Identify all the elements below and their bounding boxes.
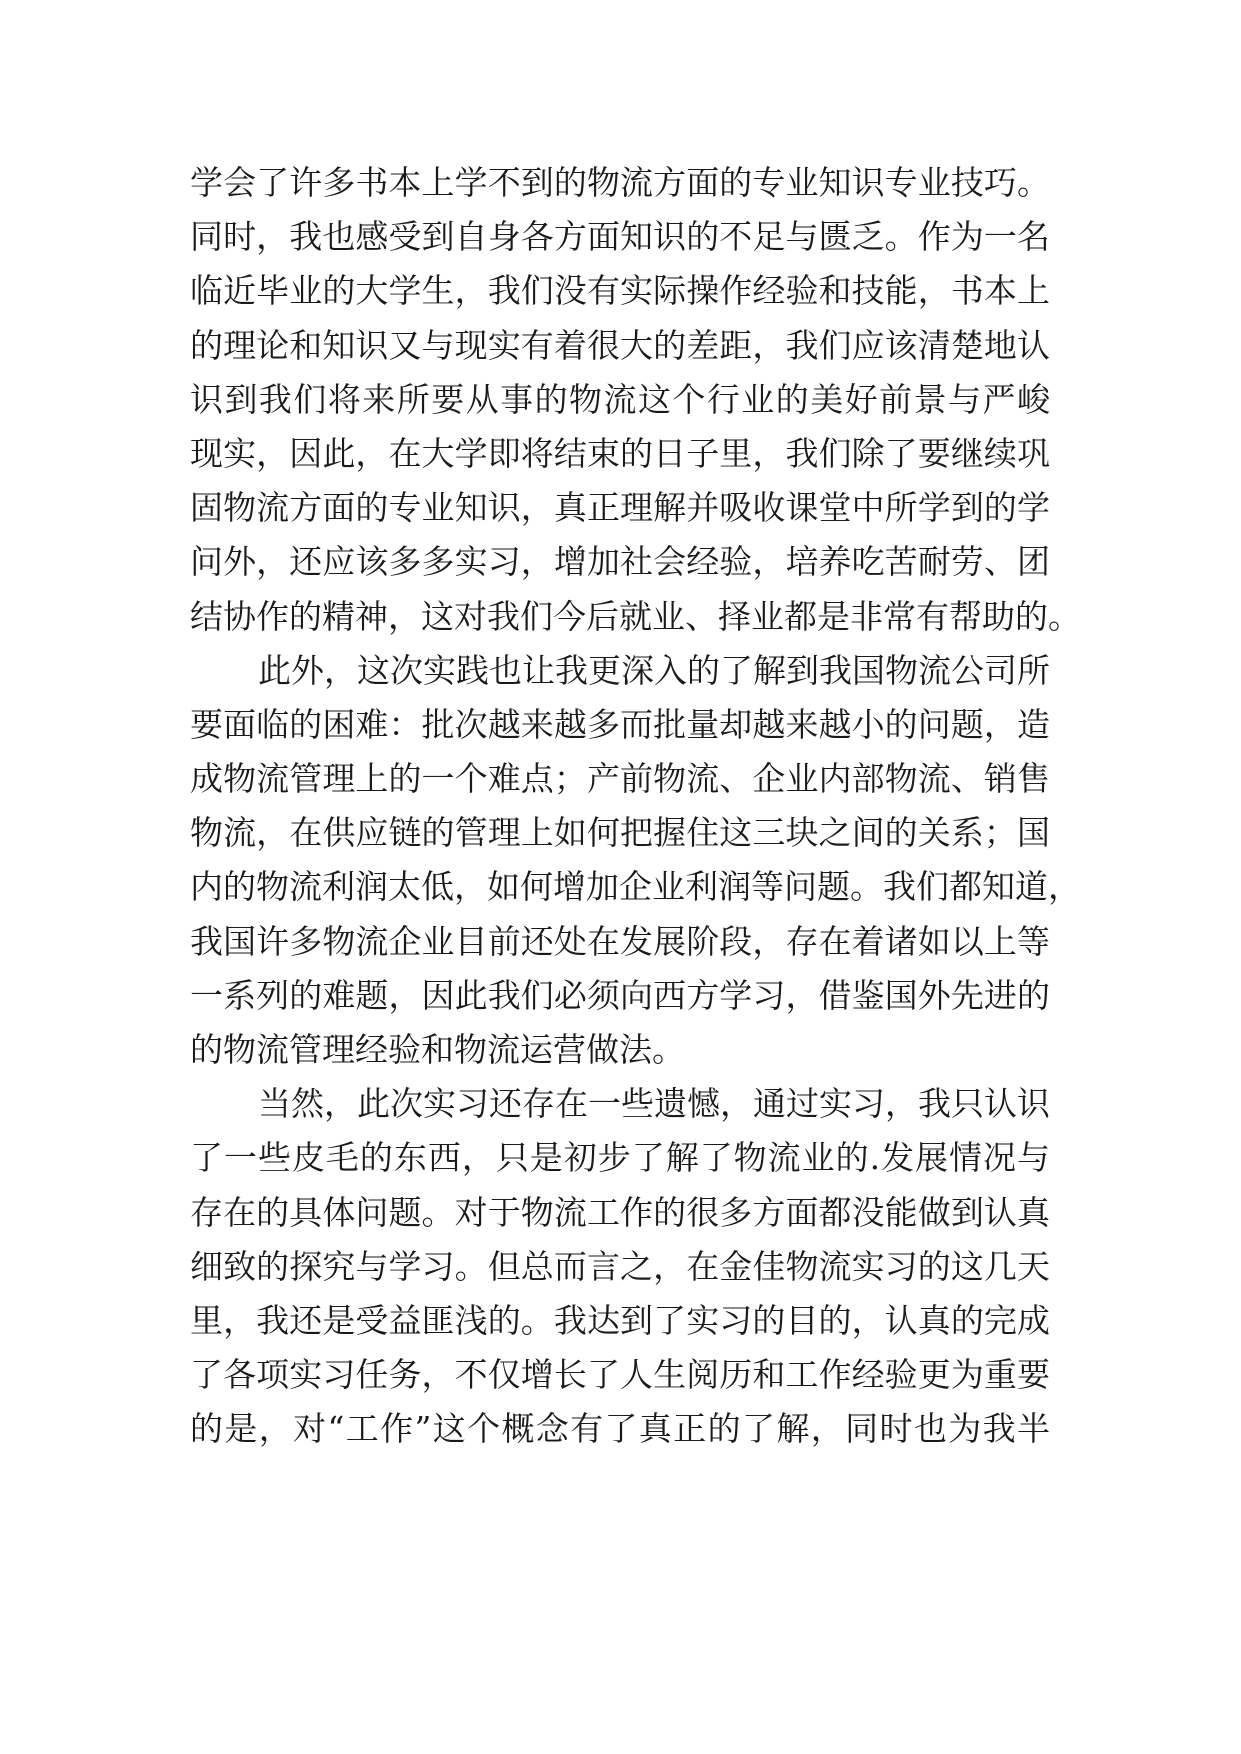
paragraph-first-line: 此外，这次实践也让我更深入的了解到我国物流公司所 bbox=[258, 650, 1050, 690]
text-line: 了一些皮毛的东西，只是初步了解了物流业的.发展情况与 bbox=[190, 1138, 1050, 1178]
paragraph-first-line: 当然，此次实习还存在一些遗憾，通过实习，我只认识 bbox=[258, 1084, 1050, 1124]
text-line: 要面临的困难：批次越来越多而批量却越来越小的问题，造 bbox=[190, 704, 1050, 744]
paragraph-last-line: 的物流管理经验和物流运营做法。 bbox=[190, 1030, 685, 1069]
text-line: 物流，在供应链的管理上如何把握住这三块之间的关系；国 bbox=[190, 813, 1050, 853]
text-line: 现实，因此，在大学即将结束的日子里，我们除了要继续巩 bbox=[190, 433, 1050, 473]
text-line: 一系列的难题，因此我们必须向西方学习，借鉴国外先进的 bbox=[190, 975, 1050, 1015]
text-line: 里，我还是受益匪浅的。我达到了实习的目的，认真的完成 bbox=[190, 1300, 1050, 1340]
text-line: 学会了许多书本上学不到的物流方面的专业知识专业技巧。 bbox=[190, 163, 1050, 202]
text-line: 临近毕业的大学生，我们没有实际操作经验和技能，书本上 bbox=[190, 271, 1050, 311]
text-line: 成物流管理上的一个难点；产前物流、企业内部物流、销售 bbox=[190, 759, 1050, 799]
text-line: 了各项实习任务，不仅增长了人生阅历和工作经验更为重要 bbox=[190, 1355, 1050, 1395]
text-line: 结协作的精神，这对我们今后就业、择业都是非常有帮助的。 bbox=[190, 596, 1081, 636]
text-line: 我国许多物流企业目前还处在发展阶段，存在着诸如以上等 bbox=[190, 921, 1050, 961]
text-line: 细致的探究与学习。但总而言之，在金佳物流实习的这几天 bbox=[190, 1246, 1050, 1286]
text-line: 存在的具体问题。对于物流工作的很多方面都没能做到认真 bbox=[190, 1192, 1050, 1232]
text-line: 内的物流利润太低，如何增加企业利润等问题。我们都知道， bbox=[190, 867, 1081, 907]
text-line: 的理论和知识又与现实有着很大的差距，我们应该清楚地认 bbox=[190, 325, 1050, 365]
body-text bbox=[190, 156, 1081, 1457]
text-line: 识到我们将来所要从事的物流这个行业的美好前景与严峻 bbox=[190, 379, 1050, 419]
text-line: 同时，我也感受到自身各方面知识的不足与匮乏。作为一名 bbox=[190, 217, 1050, 257]
text-line: 固物流方面的专业知识，真正理解并吸收课堂中所学到的学 bbox=[190, 488, 1050, 528]
text-line: 的是，对“工作”这个概念有了真正的了解，同时也为我半 bbox=[190, 1409, 1050, 1449]
text-line: 问外，还应该多多实习，增加社会经验，培养吃苦耐劳、团 bbox=[190, 542, 1050, 582]
